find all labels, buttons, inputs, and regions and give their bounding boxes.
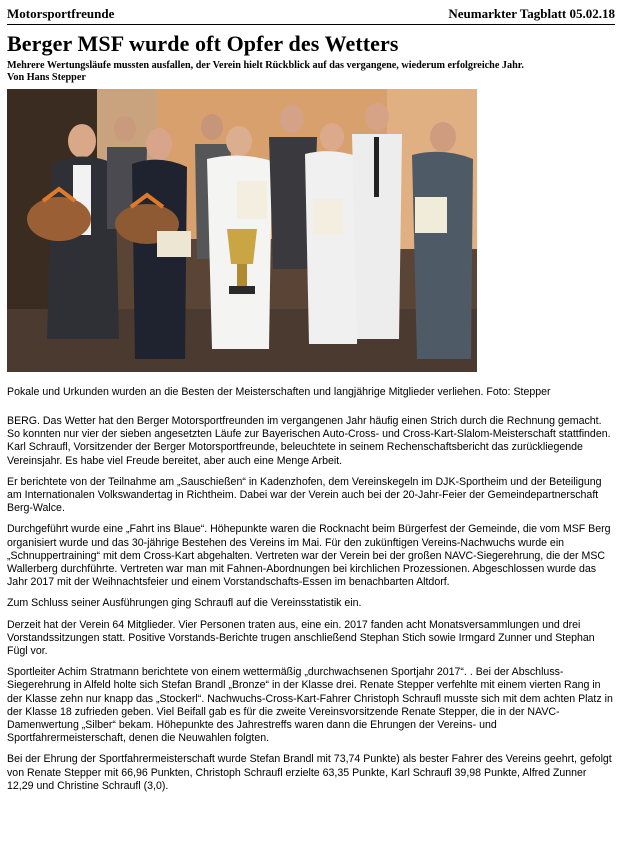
paragraph: Bei der Ehrung der Sportfahrermeisterschaft wurde Stefan Brandl mit 73,74 Punkte) als bester Fahrer des Vereins geehrt, gefolgt von Renate Stepper mit 66,96 Punkten, Christoph Schraufl erzielte 63,35 Punkte, Karl Schraufl 39,98 Punkte, Alfred Zunner 12,29 und Christine Schraufl (3,0).: [7, 753, 612, 792]
paragraph: Sportleiter Achim Stratmann berichtete von einem wettermäßig „durchwachsenen Sportjahr 2017“. . Bei der Abschluss-Siegerehrung in Alfeld holte sich Stefan Brandl „Bronze“ in der Klasse drei. Renate Stepper verfehlte mit einem vierten Rang in der Klasse zehn nur knapp das „Stockerl“. Nachwuchs-Cross-Kart-Fahrer Christoph Schraufl musste sich mit dem achten Platz in der Klasse 18 zufrieden geben. Viel Beifall gab es für die zweite Vereinsvorsitzende Renate Stepper, die in der NAVC-Damenwertung „Silber“ bekam. Höhepunkte des Jahrestreffs waren dann die Ehrungen der Vereins- und Sportfahrermeisterschaft, denen die Neuwahlen folgten.: [7, 666, 613, 745]
paragraph: Derzeit hat der Verein 64 Mitglieder. Vier Personen traten aus, eine ein. 2017 fanden acht Monatsversammlungen und drei Vorstandssitzungen statt. Positive Vorstands-Berichte trugen anschließend Stephan Stich sowie Irmgard Zunner und Stephan Fügl vor.: [7, 618, 595, 658]
source-and-date: Neumarkter Tagblatt 05.02.18: [448, 6, 615, 21]
byline: Von Hans Stepper: [7, 72, 86, 83]
paragraph: BERG. Das Wetter hat den Berger Motorsportfreunden im vergangenen Jahr häufig einen Strich durch die Rechnung gemacht. So konnten nur vier der sieben angesetzten Läufe zur Bayerischen Auto-Cross- und Cross-Kart-Slalom-Meisterschaft stattfinden. Karl Schraufl, Vorsitzender der Berger Motorsportfreunde, beleuchtete in seinem Rechenschaftsbericht das zurückliegende Vereinsjahr. Es habe viel Freude bereitet, aber auch eine Menge Arbeit.: [7, 415, 611, 467]
paragraph: Zum Schluss seiner Ausführungen ging Schraufl auf die Vereinsstatistik ein.: [7, 597, 362, 610]
clipping-header: [7, 6, 615, 25]
article-body: [7, 415, 615, 793]
newspaper-clipping: [7, 6, 615, 801]
headline: Berger MSF wurde oft Opfer des Wetters: [7, 31, 399, 56]
subheadline: Mehrere Wertungsläufe mussten ausfallen, der Verein hielt Rückblick auf das vergangene, wiederum erfolgreiche Jahr.: [7, 60, 524, 71]
paragraph: Er berichtete von der Teilnahme am „Sauschießen“ in Kadenzhofen, dem Vereinskegeln im DJK-Sportheim und der Beteiligung am Internationalen Volkswandertag in Richtheim. Dabei war der Verein auch bei der 20-Jahr-Feier der Gemeindepartnerschaft Berg-Walce.: [7, 475, 602, 515]
paragraph: Durchgeführt wurde eine „Fahrt ins Blaue“. Höhepunkte waren die Rocknacht beim Bürgerfest der Gemeinde, die vom MSF Berg organisiert wurde und das 30-jährige Bestehen des Vereins im Mai. Für den zukünftigen Vereins-Nachwuchs wurde ein „Schnuppertraining“ mit dem Cross-Kart abgehalten. Vertreten war der Verein bei der großen NAVC-Siegerehrung, die der MSC Wallerberg durchführte. Vertreten war man mit Fahnen-Abordnungen bei kirchlichen Prozessionen. Abgeschlossen wurde das Jahr 2017 mit der Weihnachtsfeier und einem Vorstandschafts-Essen im benachbarten Altdorf.: [7, 523, 611, 589]
group-photo-illustration: [7, 89, 477, 372]
photo-caption: Pokale und Urkunden wurden an die Besten der Meisterschaften und langjährige Mitglieder verliehen. Foto: Stepper: [7, 386, 551, 398]
section-name: Motorsportfreunde: [7, 6, 115, 21]
group-photo: [7, 89, 477, 372]
